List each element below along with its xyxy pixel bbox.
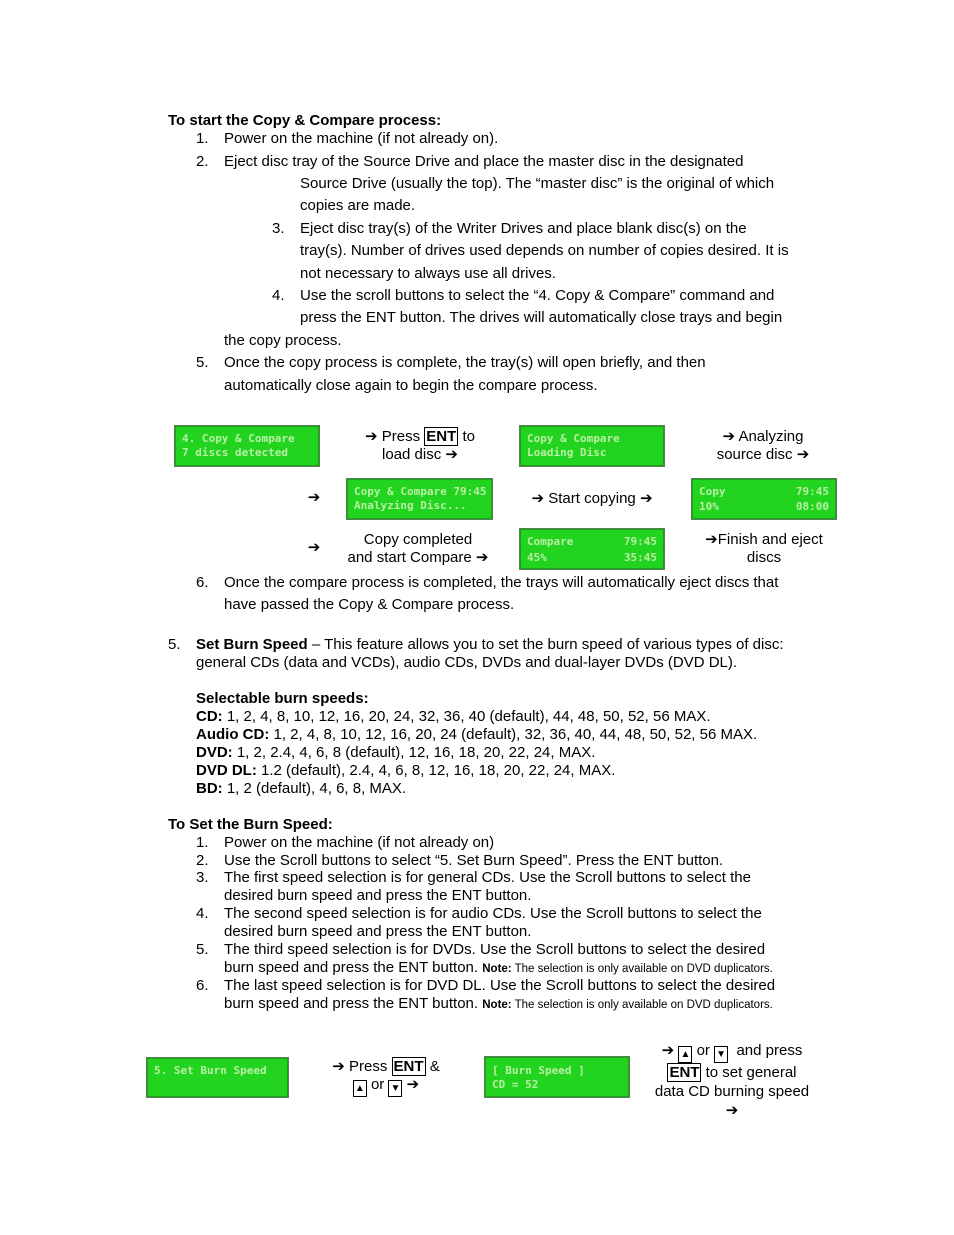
caption-text: load disc	[382, 446, 442, 463]
step-text: Power on the machine (if not already on)	[224, 834, 495, 851]
intro-text: – This feature allows you to set the burn speed of various types of disc:	[307, 636, 784, 653]
lcd-line-2: CD = 52	[492, 1078, 539, 1091]
lcd-line-2-left: 45%	[527, 551, 547, 564]
step-text-with-note	[224, 995, 773, 1014]
step-text: Eject disc tray(s) of the Writer Drives and place blank disc(s) on the	[300, 220, 747, 237]
lcd-line-2: 7 discs detected	[182, 446, 288, 459]
step-text: the copy process.	[224, 332, 342, 349]
speed-row-bd	[196, 780, 406, 798]
speed-values: 1, 2, 4, 8, 10, 12, 16, 20, 24, 32, 36, 40 (default), 44, 48, 50, 52, 56 MAX.	[222, 708, 711, 725]
step-text: Source Drive (usually the top). The “master disc” is the original of which	[300, 175, 775, 192]
burn-speed-intro	[196, 636, 784, 654]
caption-analyzing-source	[688, 428, 838, 464]
step-text: automatically close again to begin the compare process.	[224, 377, 598, 394]
step-text: desired burn speed and press the ENT button.	[224, 887, 532, 904]
up-arrow-icon: ▲	[353, 1080, 367, 1097]
step-text: The last speed selection is for DVD DL. Use the Scroll buttons to select the desired	[224, 977, 776, 994]
section-number: 5.	[168, 636, 181, 653]
step-text: The third speed selection is for DVDs. Use the Scroll buttons to select the desired	[224, 941, 766, 958]
lcd-line-1-left: Copy	[699, 485, 726, 498]
lcd-display-compare-progress	[519, 528, 665, 570]
caption-text: source disc	[716, 446, 793, 463]
arrow-right-icon: ➔	[796, 446, 810, 463]
arrow-right-icon: ➔	[475, 549, 489, 566]
up-arrow-icon: ▲	[678, 1046, 692, 1063]
arrow-right-icon: ➔	[722, 428, 736, 445]
down-arrow-icon: ▼	[714, 1046, 728, 1063]
caption-text: &	[429, 1058, 440, 1075]
ent-key: ENT	[393, 1058, 424, 1075]
arrow-right-icon: ➔	[332, 1058, 345, 1075]
step-text: Use the scroll buttons to select the “4. Copy & Compare” command and	[300, 287, 775, 304]
lcd-line-1-right: 79:45	[623, 535, 657, 548]
ent-key: ENT	[669, 1064, 700, 1081]
speed-label: BD:	[196, 780, 223, 797]
lcd-line-2-right: 08:00	[795, 500, 829, 513]
step-number: 4.	[196, 905, 209, 922]
speed-label: Audio CD:	[196, 726, 270, 743]
step-number: 6.	[196, 977, 209, 994]
arrow-right-icon: ➔	[307, 489, 321, 506]
caption-text: and start Compare	[347, 549, 472, 566]
step-text: burn speed and press the ENT button.	[224, 995, 483, 1012]
step-number: 5.	[196, 354, 209, 371]
caption-text: or	[696, 1042, 710, 1059]
lcd-line-1: Copy & Compare 79:45	[354, 485, 487, 498]
lcd-line-2: Loading Disc	[527, 446, 607, 459]
lcd-line-1-left: Compare	[527, 535, 574, 548]
ent-key: ENT	[426, 428, 457, 445]
step-number: 5.	[196, 941, 209, 958]
arrow-right-icon: ➔	[406, 1076, 420, 1093]
speed-values: 1, 2 (default), 4, 6, 8, MAX.	[222, 780, 407, 797]
lcd-line-1-right: 79:45	[795, 485, 829, 498]
lcd-line-2: Analyzing Disc...	[354, 499, 467, 512]
caption-press-ent-load	[340, 428, 500, 464]
arrow-right-icon: ➔	[531, 490, 545, 507]
step-number: 4.	[272, 287, 285, 304]
selectable-speeds-heading: Selectable burn speeds:	[196, 690, 369, 707]
step-text: burn speed and press the ENT button.	[224, 959, 483, 976]
step-text: desired burn speed and press the ENT button.	[224, 923, 532, 940]
burn-speed-title: Set Burn Speed	[196, 636, 308, 653]
note-label: Note:	[482, 999, 512, 1011]
step-text-with-note	[224, 959, 773, 978]
lcd-display-burn-speed-cd	[484, 1056, 630, 1098]
caption-scroll-ent-general	[646, 1041, 818, 1120]
lcd-display-copy-progress	[691, 478, 837, 520]
set-burn-speed-heading: To Set the Burn Speed:	[168, 816, 333, 833]
step-number: 3.	[272, 220, 285, 237]
step-number: 2.	[196, 153, 209, 170]
speed-row-audio-cd	[196, 726, 757, 744]
step-number: 2.	[196, 852, 209, 869]
arrow-right-icon: ➔	[725, 1102, 739, 1119]
step-number: 3.	[196, 869, 209, 886]
note-text: The selection is only available on DVD duplicators.	[511, 999, 773, 1011]
step-number: 1.	[196, 130, 209, 147]
arrow-right-icon: ➔	[365, 428, 378, 445]
lcd-line-1: Copy & Compare	[527, 432, 620, 445]
lcd-line-1: 4. Copy & Compare	[182, 432, 295, 445]
step-text: Once the copy process is complete, the tray(s) will open briefly, and then	[224, 354, 706, 371]
step-text: press the ENT button. The drives will automatically close trays and begin	[300, 309, 783, 326]
caption-text: to set general	[705, 1064, 797, 1081]
step-text: Eject disc tray of the Source Drive and place the master disc in the designated	[224, 153, 744, 170]
lcd-line-1: 5. Set Burn Speed	[154, 1064, 267, 1077]
speed-row-dvd	[196, 744, 595, 762]
speed-label: DVD:	[196, 744, 233, 761]
caption-text: and press	[736, 1042, 803, 1059]
lcd-display-set-burn-speed	[146, 1057, 289, 1098]
step-text: Once the compare process is completed, the trays will automatically eject discs that	[224, 574, 779, 591]
speed-values: 1, 2, 2.4, 4, 6, 8 (default), 12, 16, 18, 20, 22, 24, MAX.	[232, 744, 596, 761]
step-text: The second speed selection is for audio CDs. Use the Scroll buttons to select the	[224, 905, 762, 922]
lcd-display-analyzing-disc	[346, 478, 493, 520]
lcd-display-loading-disc	[519, 425, 665, 467]
caption-text: or	[370, 1076, 385, 1093]
step-number: 1.	[196, 834, 209, 851]
caption-text: to	[462, 428, 475, 445]
caption-text: Copy completed	[363, 531, 473, 548]
speed-row-cd	[196, 708, 711, 726]
arrow-right-icon: ➔	[661, 1042, 675, 1059]
intro-text: general CDs (data and VCDs), audio CDs, DVDs and dual-layer DVDs (DVD DL).	[196, 654, 738, 671]
caption-copy-completed	[338, 531, 498, 567]
caption-text: data CD burning speed	[654, 1083, 810, 1100]
speed-values: 1.2 (default), 2.4, 4, 6, 8, 12, 16, 18, 20, 22, 24, MAX.	[256, 762, 616, 779]
caption-text: Press	[349, 1058, 388, 1075]
lcd-line-1: [ Burn Speed ]	[492, 1064, 585, 1077]
step-text: The first speed selection is for general CDs. Use the Scroll buttons to select the	[224, 869, 751, 886]
lcd-display-copy-compare-menu	[174, 425, 320, 467]
note-text: The selection is only available on DVD duplicators.	[511, 963, 773, 975]
caption-finish-eject	[690, 531, 838, 567]
arrow-right-icon: ➔	[639, 490, 653, 507]
speed-values: 1, 2, 4, 8, 10, 12, 16, 20, 24 (default), 32, 36, 40, 44, 48, 50, 52, 56 MAX.	[269, 726, 758, 743]
lcd-line-2-left: 10%	[699, 500, 719, 513]
down-arrow-icon: ▼	[388, 1080, 402, 1097]
caption-press-ent-scroll	[318, 1058, 454, 1097]
caption-text: Start copying	[548, 490, 636, 507]
step-number: 6.	[196, 574, 209, 591]
arrow-right-icon: ➔	[705, 531, 718, 548]
caption-text: Analyzing	[738, 428, 804, 445]
arrow-right-icon: ➔	[445, 446, 458, 463]
speed-label: CD:	[196, 708, 223, 725]
speed-label: DVD DL:	[196, 762, 257, 779]
speed-row-dvd-dl	[196, 762, 615, 780]
step-text: have passed the Copy & Compare process.	[224, 596, 515, 613]
caption-text: Press	[381, 428, 421, 445]
caption-start-copying	[512, 490, 672, 508]
note-label: Note:	[482, 963, 512, 975]
copy-compare-heading: To start the Copy & Compare process:	[168, 112, 442, 129]
lcd-line-2-right: 35:45	[623, 551, 657, 564]
step-text: Power on the machine (if not already on).	[224, 130, 499, 147]
caption-text: discs	[746, 549, 782, 566]
step-text: not necessary to always use all drives.	[300, 265, 556, 282]
step-text: copies are made.	[300, 197, 416, 214]
arrow-right-icon: ➔	[307, 539, 321, 556]
step-text: Use the Scroll buttons to select “5. Set Burn Speed”. Press the ENT button.	[224, 852, 724, 869]
caption-text: Finish and eject	[717, 531, 823, 548]
step-text: tray(s). Number of drives used depends on number of copies desired. It is	[300, 242, 789, 259]
